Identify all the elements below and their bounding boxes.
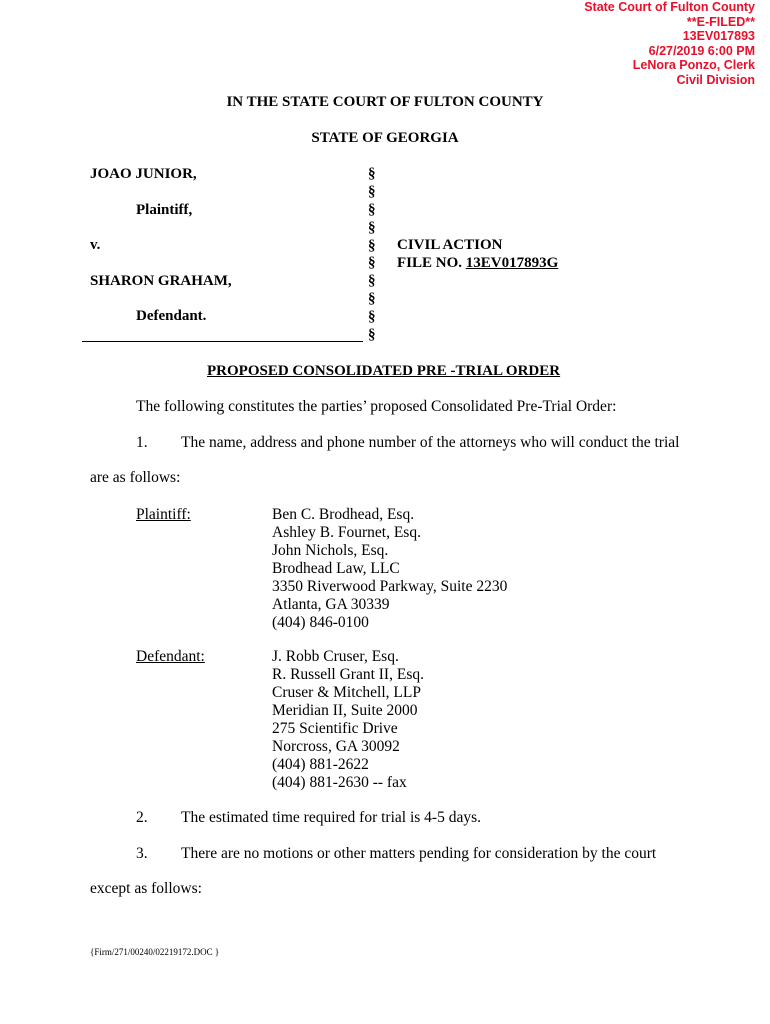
counsel-line: (404) 881-2630 -- fax — [272, 774, 407, 791]
plaintiff-role: Plaintiff, — [136, 202, 193, 218]
section-symbol: § — [368, 309, 376, 326]
section-symbol: § — [368, 219, 376, 236]
item-3-text: There are no motions or other matters pending for consideration by the court — [181, 845, 657, 862]
defendant-role: Defendant. — [136, 308, 207, 324]
stamp-division: Civil Division — [676, 72, 755, 87]
counsel-line: Norcross, GA 30092 — [272, 738, 400, 755]
section-symbol: § — [368, 273, 376, 290]
counsel-line: R. Russell Grant II, Esq. — [272, 666, 424, 683]
item-1-continuation: are as follows: — [90, 469, 181, 486]
item-1-number: 1. — [136, 434, 148, 451]
section-symbol-column — [368, 166, 376, 345]
stamp-datetime: 6/27/2019 6:00 PM — [648, 43, 755, 58]
item-2-text: The estimated time required for trial is 4-5 days. — [181, 809, 482, 826]
court-heading: IN THE STATE COURT OF FULTON COUNTY — [226, 94, 544, 110]
file-number-line — [397, 255, 558, 272]
document-footer-id: {Firm/271/00240/02219172.DOC } — [90, 947, 220, 957]
section-symbol: § — [368, 201, 376, 218]
document-title: PROPOSED CONSOLIDATED PRE -TRIAL ORDER — [207, 363, 561, 379]
file-number-label: FILE NO. — [397, 255, 463, 271]
plaintiff-counsel-label: Plaintiff: — [136, 506, 191, 523]
state-heading: STATE OF GEORGIA — [311, 130, 459, 146]
counsel-line: 275 Scientific Drive — [272, 720, 398, 737]
stamp-court: State Court of Fulton County — [584, 0, 755, 14]
item-1-text: The name, address and phone number of the attorneys who will conduct the trial — [181, 434, 680, 451]
section-symbol: § — [368, 291, 376, 308]
defendant-counsel-label: Defendant: — [136, 648, 205, 665]
counsel-line: Brodhead Law, LLC — [272, 560, 400, 577]
counsel-line: J. Robb Cruser, Esq. — [272, 648, 399, 665]
counsel-line: Atlanta, GA 30339 — [272, 596, 390, 613]
versus: v. — [90, 237, 101, 253]
defendant-name: SHARON GRAHAM, — [90, 273, 232, 289]
counsel-line: 3350 Riverwood Parkway, Suite 2230 — [272, 578, 508, 595]
counsel-line: Ashley B. Fournet, Esq. — [272, 524, 421, 541]
file-number: 13EV017893G — [465, 255, 559, 271]
counsel-line: (404) 881-2622 — [272, 756, 369, 773]
counsel-line: John Nichols, Esq. — [272, 542, 389, 559]
stamp-efiled: **E-FILED** — [686, 14, 755, 29]
defendant-counsel-block — [272, 648, 424, 792]
counsel-line: Meridian II, Suite 2000 — [272, 702, 418, 719]
item-2-number: 2. — [136, 809, 148, 826]
counsel-line: Ben C. Brodhead, Esq. — [272, 506, 415, 523]
counsel-line: Cruser & Mitchell, LLP — [272, 684, 421, 701]
plaintiff-name: JOAO JUNIOR, — [90, 166, 197, 182]
section-symbol: § — [368, 255, 376, 272]
section-symbol: § — [368, 327, 376, 344]
stamp-case-number: 13EV017893 — [682, 29, 755, 44]
section-symbol: § — [368, 166, 376, 182]
intro-paragraph: The following constitutes the parties’ proposed Consolidated Pre-Trial Order: — [136, 398, 617, 415]
section-symbol: § — [368, 237, 376, 254]
item-3-continuation: except as follows: — [90, 880, 202, 897]
caption-divider — [82, 341, 363, 342]
stamp-clerk: LeNora Ponzo, Clerk — [632, 58, 755, 73]
civil-action-label: CIVIL ACTION — [397, 237, 503, 253]
efiling-stamp — [584, 0, 755, 88]
counsel-line: (404) 846-0100 — [272, 614, 369, 631]
item-3-number: 3. — [136, 845, 148, 862]
section-symbol: § — [368, 183, 376, 200]
plaintiff-counsel-block — [272, 506, 507, 632]
